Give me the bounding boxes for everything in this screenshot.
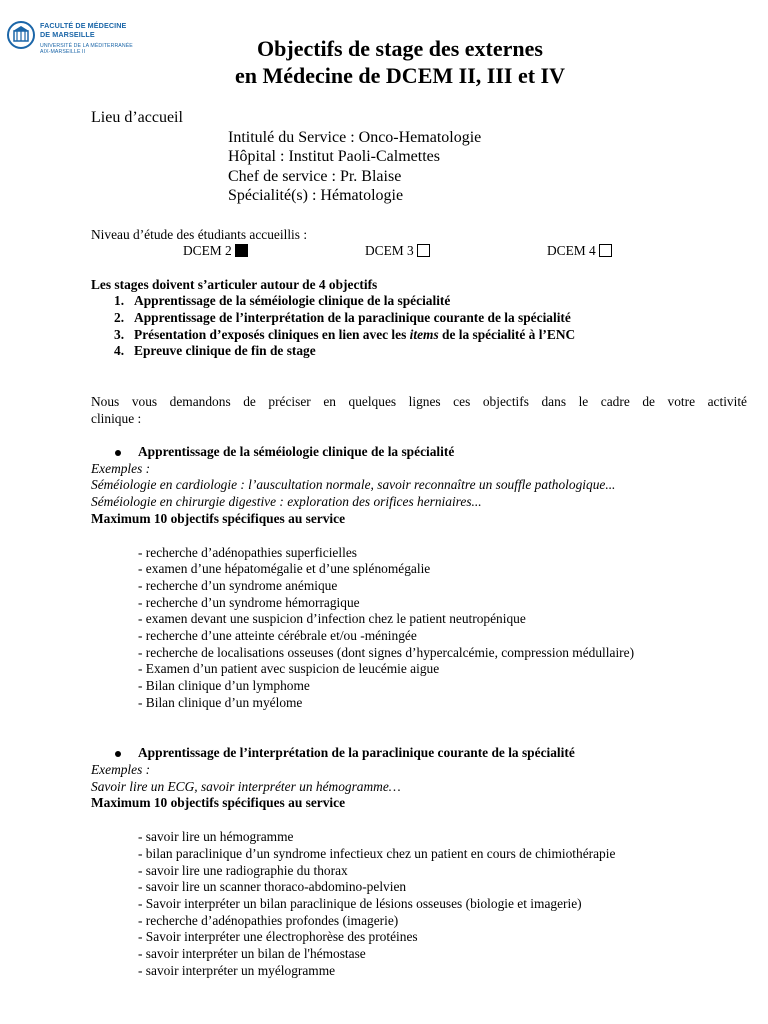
- list-item: - Savoir interpréter un bilan paraclinique de lésions osseuses (biologie et imagerie): [138, 896, 582, 911]
- objectif-1: 1. Apprentissage de la séméiologie clinique de la spécialité: [114, 293, 451, 308]
- list-item: - recherche d’un syndrome hémorragique: [138, 595, 360, 610]
- intro-line2: clinique :: [91, 411, 142, 426]
- option-dcem2: [183, 243, 248, 259]
- list-item: - recherche d’un syndrome anémique: [138, 578, 338, 593]
- document-title-line2: en Médecine de DCEM II, III et IV: [235, 63, 565, 88]
- list-item: - savoir lire un hémogramme: [138, 829, 294, 844]
- option-dcem4: [547, 243, 612, 259]
- option-dcem4-label: DCEM 4: [547, 243, 596, 258]
- section1-example-1: Séméiologie en cardiologie : l’auscultation normale, savoir reconnaître un souffle pathologique...: [91, 477, 616, 492]
- document-title-line1: Objectifs de stage des externes: [257, 36, 543, 61]
- niveau-label: Niveau d’étude des étudiants accueillis :: [91, 227, 308, 242]
- section1-bullet: [115, 450, 121, 456]
- objectif-4: 4. Epreuve clinique de fin de stage: [114, 343, 316, 358]
- list-item: - recherche d’adénopathies profondes (imagerie): [138, 913, 399, 928]
- section1-example-2: Séméiologie en chirurgie digestive : exploration des orifices herniaires...: [91, 494, 482, 509]
- list-item: - recherche d’une atteinte cérébrale et/ou -méningée: [138, 628, 417, 643]
- list-item: - examen devant une suspicion d’infection chez le patient neutropénique: [138, 611, 526, 626]
- dcem2-checkbox[interactable]: [235, 244, 248, 257]
- list-item: - savoir interpréter un myélogramme: [138, 963, 336, 978]
- list-item: - recherche d’adénopathies superficielles: [138, 545, 357, 560]
- list-item: - Examen d’un patient avec suspicion de leucémie aigue: [138, 661, 440, 676]
- logo-university-name: UNIVERSITÉ DE LA MÉDITERRANÉE AIX-MARSEILLE II: [40, 43, 133, 55]
- list-item: - Bilan clinique d’un myélome: [138, 695, 303, 710]
- list-item: - recherche de localisations osseuses (dont signes d’hypercalcémie, compression médullaire): [138, 645, 635, 660]
- section2-heading: Apprentissage de l’interprétation de la paraclinique courante de la spécialité: [138, 745, 575, 760]
- section1-heading: Apprentissage de la séméiologie clinique de la spécialité: [138, 444, 455, 459]
- lieu-hopital: Hôpital : Institut Paoli-Calmettes: [228, 148, 440, 165]
- list-item: - savoir lire une radiographie du thorax: [138, 863, 348, 878]
- list-item: - savoir interpréter un bilan de l'hémostase: [138, 946, 366, 961]
- lieu-chef: Chef de service : Pr. Blaise: [228, 168, 402, 185]
- section2-bullet: [115, 751, 121, 757]
- lieu-specialite: Spécialité(s) : Hématologie: [228, 187, 404, 204]
- section2-exemples-label: Exemples :: [91, 762, 151, 777]
- section2-example-1: Savoir lire un ECG, savoir interpréter un hémogramme…: [91, 779, 401, 794]
- objectifs-heading: Les stages doivent s’articuler autour de 4 objectifs: [91, 277, 378, 292]
- logo-faculty-name: FACULTÉ DE MÉDECINE DE MARSEILLE: [40, 21, 127, 39]
- intro-line1: Nous vous demandons de préciser en quelques lignes ces objectifs dans le cadre de votre activité: [91, 394, 747, 409]
- section1-max: Maximum 10 objectifs spécifiques au service: [91, 511, 346, 526]
- objectif-2: 2. Apprentissage de l’interprétation de la paraclinique courante de la spécialité: [114, 310, 571, 325]
- section1-exemples-label: Exemples :: [91, 461, 151, 476]
- dcem4-checkbox[interactable]: [599, 244, 612, 257]
- option-dcem3: [365, 243, 430, 259]
- list-item: - examen d’une hépatomégalie et d’une splénomégalie: [138, 561, 431, 576]
- option-dcem2-label: DCEM 2: [183, 243, 232, 258]
- list-item: - bilan paraclinique d’un syndrome infectieux chez un patient en cours de chimiothérapie: [138, 846, 616, 861]
- option-dcem3-label: DCEM 3: [365, 243, 414, 258]
- list-item: - Bilan clinique d’un lymphome: [138, 678, 310, 693]
- list-item: - savoir lire un scanner thoraco-abdomino-pelvien: [138, 879, 407, 894]
- section2-max: Maximum 10 objectifs spécifiques au service: [91, 795, 346, 810]
- list-item: - Savoir interpréter une électrophorèse des protéines: [138, 929, 418, 944]
- lieu-heading: Lieu d’accueil: [91, 109, 183, 126]
- objectif-3: 3. Présentation d’exposés cliniques en lien avec les items de la spécialité à l’ENC: [114, 327, 576, 342]
- dcem3-checkbox[interactable]: [417, 244, 430, 257]
- lieu-service: Intitulé du Service : Onco-Hematologie: [228, 129, 482, 146]
